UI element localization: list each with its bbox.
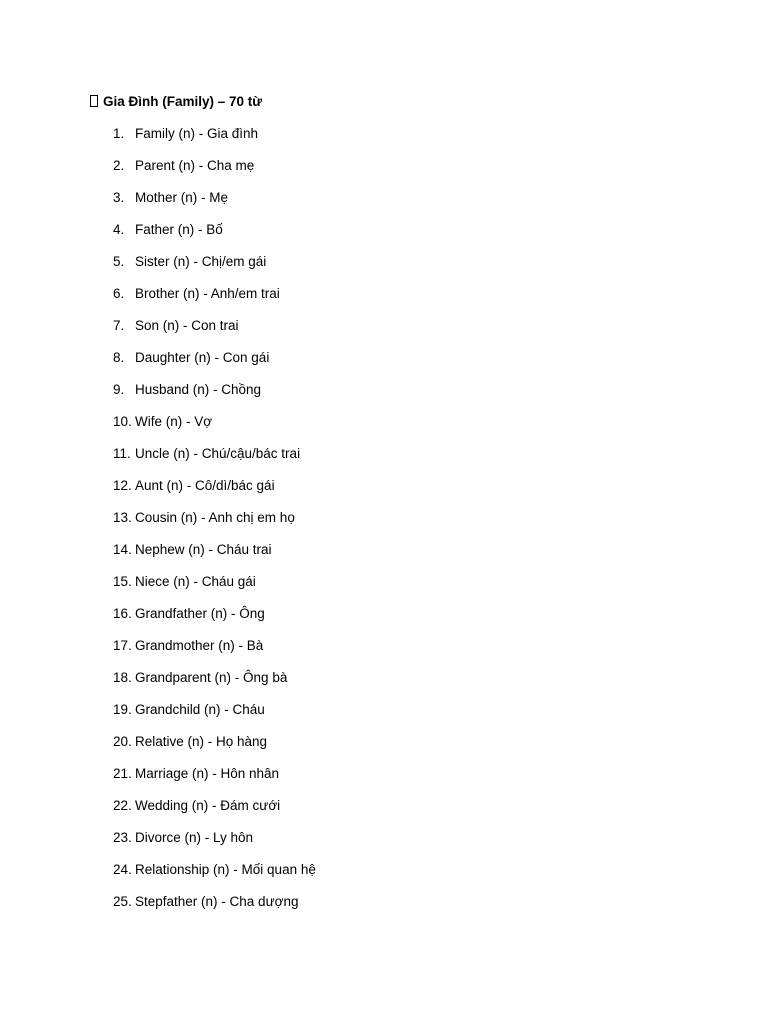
item-number: 11. — [113, 446, 131, 461]
item-text: Relationship (n) - Mối quan hệ — [135, 862, 316, 877]
item-number: 24. — [113, 862, 132, 877]
item-number: 7. — [113, 318, 125, 333]
item-text: Wife (n) - Vợ — [135, 414, 213, 429]
item-text: Divorce (n) - Ly hôn — [135, 830, 254, 845]
item-number: 3. — [113, 190, 125, 205]
item-number: 12. — [113, 478, 132, 493]
heading-text: Gia Đình (Family) – 70 từ — [103, 94, 263, 109]
item-number: 25. — [113, 894, 132, 909]
item-text: Nephew (n) - Cháu trai — [135, 542, 272, 557]
item-text: Cousin (n) - Anh chị em họ — [135, 510, 295, 525]
item-number: 17. — [113, 638, 132, 653]
item-text: Grandchild (n) - Cháu — [135, 702, 265, 717]
item-number: 8. — [113, 350, 125, 365]
item-text: Parent (n) - Cha mẹ — [135, 158, 255, 173]
item-number: 16. — [113, 606, 132, 621]
item-text: Brother (n) - Anh/em trai — [135, 286, 280, 301]
item-text: Niece (n) - Cháu gái — [135, 574, 256, 589]
item-text: Grandfather (n) - Ông — [135, 606, 265, 621]
item-number: 22. — [113, 798, 132, 813]
item-number: 20. — [113, 734, 132, 749]
item-number: 2. — [113, 158, 125, 173]
item-text: Aunt (n) - Cô/dì/bác gái — [135, 478, 275, 493]
item-number: 23. — [113, 830, 132, 845]
item-number: 15. — [113, 574, 132, 589]
item-text: Husband (n) - Chồng — [135, 382, 262, 397]
item-text: Wedding (n) - Đám cưới — [135, 798, 281, 813]
section-heading — [90, 93, 262, 111]
item-number: 10. — [113, 414, 132, 429]
item-text: Grandparent (n) - Ông bà — [135, 670, 288, 685]
item-number: 19. — [113, 702, 132, 717]
item-text: Son (n) - Con trai — [135, 318, 239, 333]
item-text: Grandmother (n) - Bà — [135, 638, 264, 653]
item-text: Relative (n) - Họ hàng — [135, 734, 268, 749]
item-text: Daughter (n) - Con gái — [135, 350, 270, 365]
item-text: Stepfather (n) - Cha dượng — [135, 894, 299, 909]
item-number: 4. — [113, 222, 125, 237]
item-number: 5. — [113, 254, 125, 269]
item-text: Mother (n) - Mẹ — [135, 190, 229, 205]
item-text: Sister (n) - Chị/em gái — [135, 254, 267, 269]
item-number: 1. — [113, 126, 125, 141]
missing-glyph-icon — [90, 95, 98, 107]
item-text: Marriage (n) - Hôn nhân — [135, 766, 280, 781]
item-number: 14. — [113, 542, 132, 557]
item-number: 13. — [113, 510, 132, 525]
item-text: Father (n) - Bố — [135, 222, 223, 237]
item-number: 9. — [113, 382, 125, 397]
item-text: Uncle (n) - Chú/cậu/bác trai — [135, 446, 301, 461]
item-text: Family (n) - Gia đình — [135, 126, 259, 141]
item-number: 18. — [113, 670, 132, 685]
item-number: 6. — [113, 286, 125, 301]
item-number: 21. — [113, 766, 132, 781]
